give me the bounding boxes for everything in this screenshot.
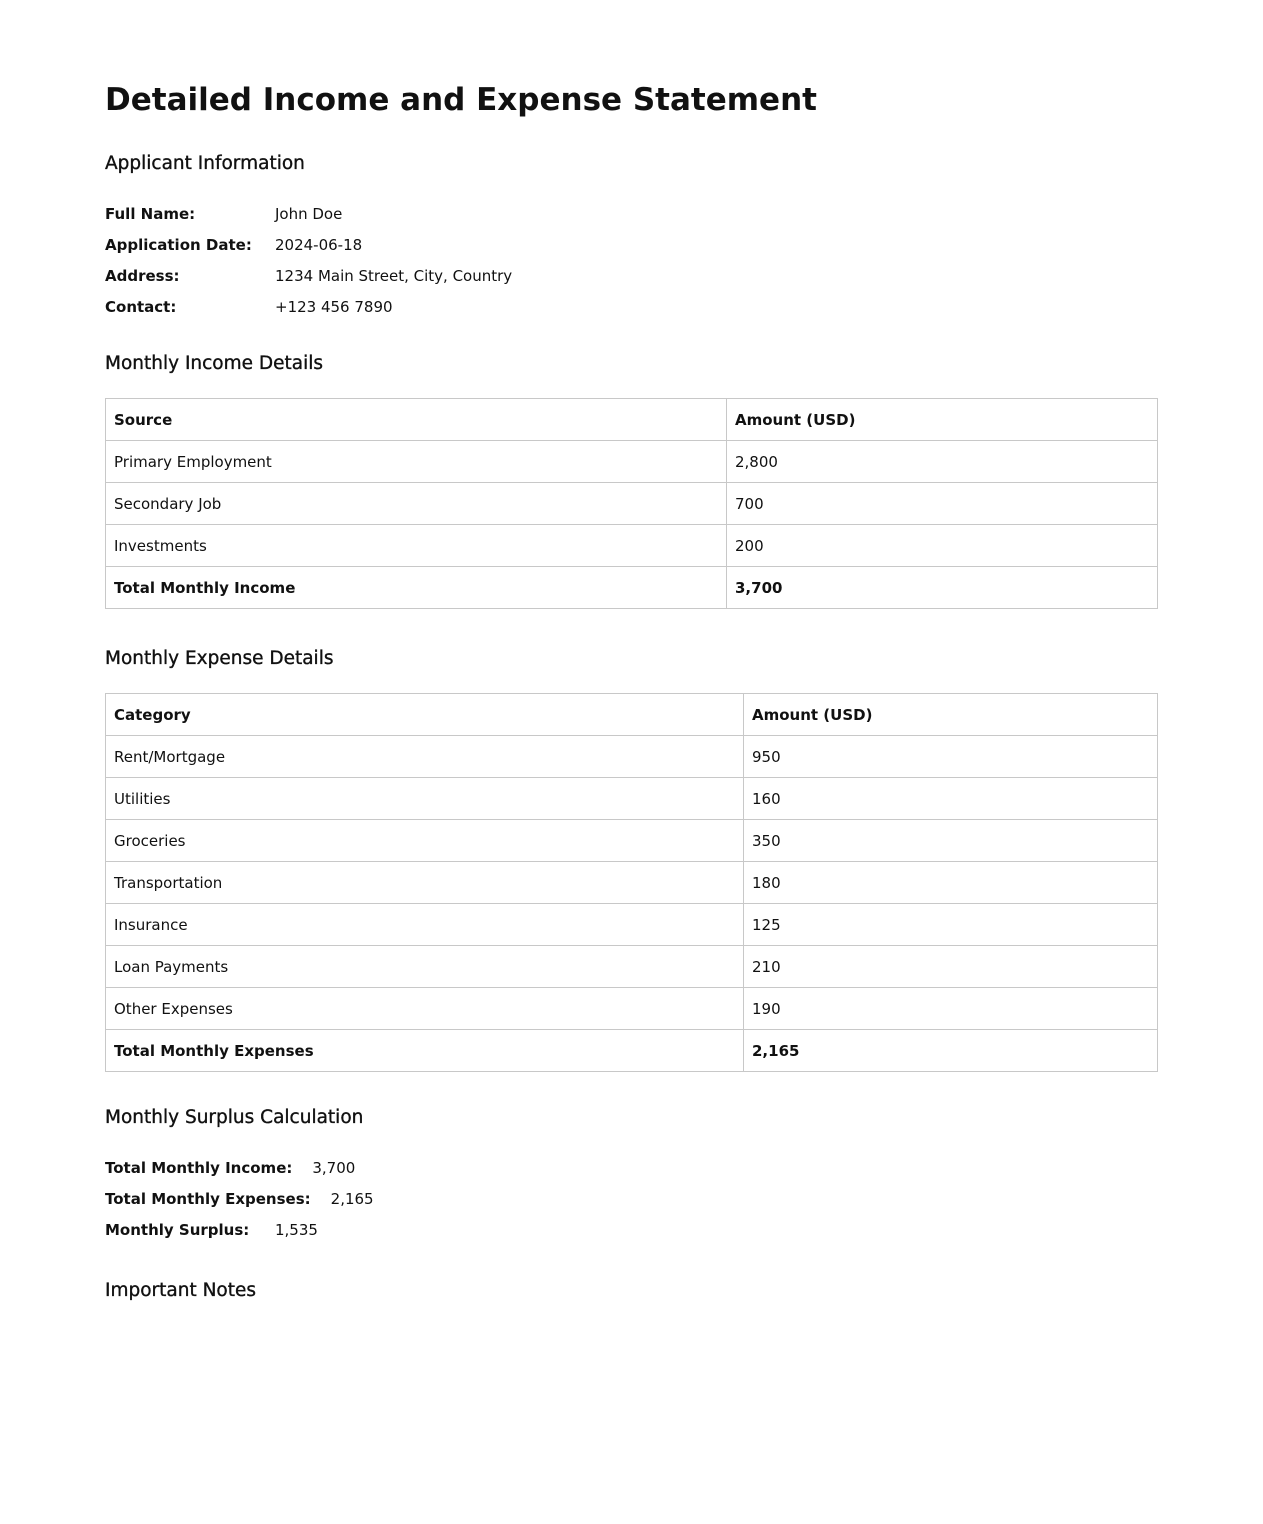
expense-category-cell: Utilities [106, 778, 744, 820]
expense-category-cell: Loan Payments [106, 946, 744, 988]
surplus-section-heading: Monthly Surplus Calculation [105, 1107, 364, 1128]
expense-total-amount: 2,165 [744, 1030, 1158, 1072]
table-row [106, 736, 1158, 778]
surplus-label: Total Monthly Income: [105, 1158, 293, 1177]
table-header-row [106, 694, 1158, 736]
notes-section-heading: Important Notes [105, 1280, 257, 1301]
income-source-cell: Secondary Job [106, 483, 727, 525]
surplus-list [105, 1152, 1158, 1245]
income-total-row [106, 567, 1158, 609]
info-value: John Doe [275, 204, 343, 223]
info-row-contact [105, 291, 1158, 322]
income-table [105, 398, 1158, 609]
column-header-source: Source [106, 399, 727, 441]
income-amount-cell: 700 [727, 483, 1158, 525]
surplus-label: Monthly Surplus: [105, 1220, 250, 1239]
income-source-cell: Investments [106, 525, 727, 567]
table-row [106, 946, 1158, 988]
surplus-row-expenses [105, 1183, 1158, 1214]
expense-category-cell: Groceries [106, 820, 744, 862]
expense-amount-cell: 950 [744, 736, 1158, 778]
expense-category-cell: Other Expenses [106, 988, 744, 1030]
table-header-row [106, 399, 1158, 441]
surplus-value: 3,700 [312, 1158, 356, 1177]
expense-total-label: Total Monthly Expenses [106, 1030, 744, 1072]
info-value: 1234 Main Street, City, Country [275, 266, 513, 285]
table-row [106, 862, 1158, 904]
expense-amount-cell: 350 [744, 820, 1158, 862]
table-row [106, 483, 1158, 525]
expense-total-row [106, 1030, 1158, 1072]
income-amount-cell: 200 [727, 525, 1158, 567]
expense-category-cell: Transportation [106, 862, 744, 904]
surplus-value: 2,165 [330, 1189, 374, 1208]
income-section-heading: Monthly Income Details [105, 353, 324, 374]
column-header-amount: Amount (USD) [727, 399, 1158, 441]
surplus-row-surplus [105, 1214, 1158, 1245]
info-row-full-name [105, 198, 1158, 229]
statement-page [105, 0, 1158, 1303]
table-row [106, 820, 1158, 862]
expense-category-cell: Rent/Mortgage [106, 736, 744, 778]
expense-table [105, 693, 1158, 1072]
expense-section-heading: Monthly Expense Details [105, 648, 334, 669]
expense-amount-cell: 190 [744, 988, 1158, 1030]
income-source-cell: Primary Employment [106, 441, 727, 483]
expense-amount-cell: 180 [744, 862, 1158, 904]
page-title: Detailed Income and Expense Statement [105, 82, 817, 118]
income-total-label: Total Monthly Income [106, 567, 727, 609]
table-row [106, 778, 1158, 820]
info-row-address [105, 260, 1158, 291]
surplus-row-income [105, 1152, 1158, 1183]
expense-amount-cell: 125 [744, 904, 1158, 946]
expense-category-cell: Insurance [106, 904, 744, 946]
expense-amount-cell: 210 [744, 946, 1158, 988]
income-amount-cell: 2,800 [727, 441, 1158, 483]
info-label: Full Name: [105, 204, 196, 223]
income-total-amount: 3,700 [727, 567, 1158, 609]
applicant-info-list [105, 198, 1158, 322]
column-header-category: Category [106, 694, 744, 736]
column-header-amount: Amount (USD) [744, 694, 1158, 736]
table-row [106, 904, 1158, 946]
info-row-application-date [105, 229, 1158, 260]
info-value: 2024-06-18 [275, 235, 363, 254]
info-label: Application Date: [105, 235, 252, 254]
info-label: Contact: [105, 297, 177, 316]
surplus-value: 1,535 [275, 1220, 318, 1239]
info-label: Address: [105, 266, 180, 285]
applicant-section-heading: Applicant Information [105, 153, 305, 174]
table-row [106, 988, 1158, 1030]
table-row [106, 441, 1158, 483]
table-row [106, 525, 1158, 567]
expense-amount-cell: 160 [744, 778, 1158, 820]
info-value: +123 456 7890 [275, 297, 393, 316]
surplus-label: Total Monthly Expenses: [105, 1189, 311, 1208]
